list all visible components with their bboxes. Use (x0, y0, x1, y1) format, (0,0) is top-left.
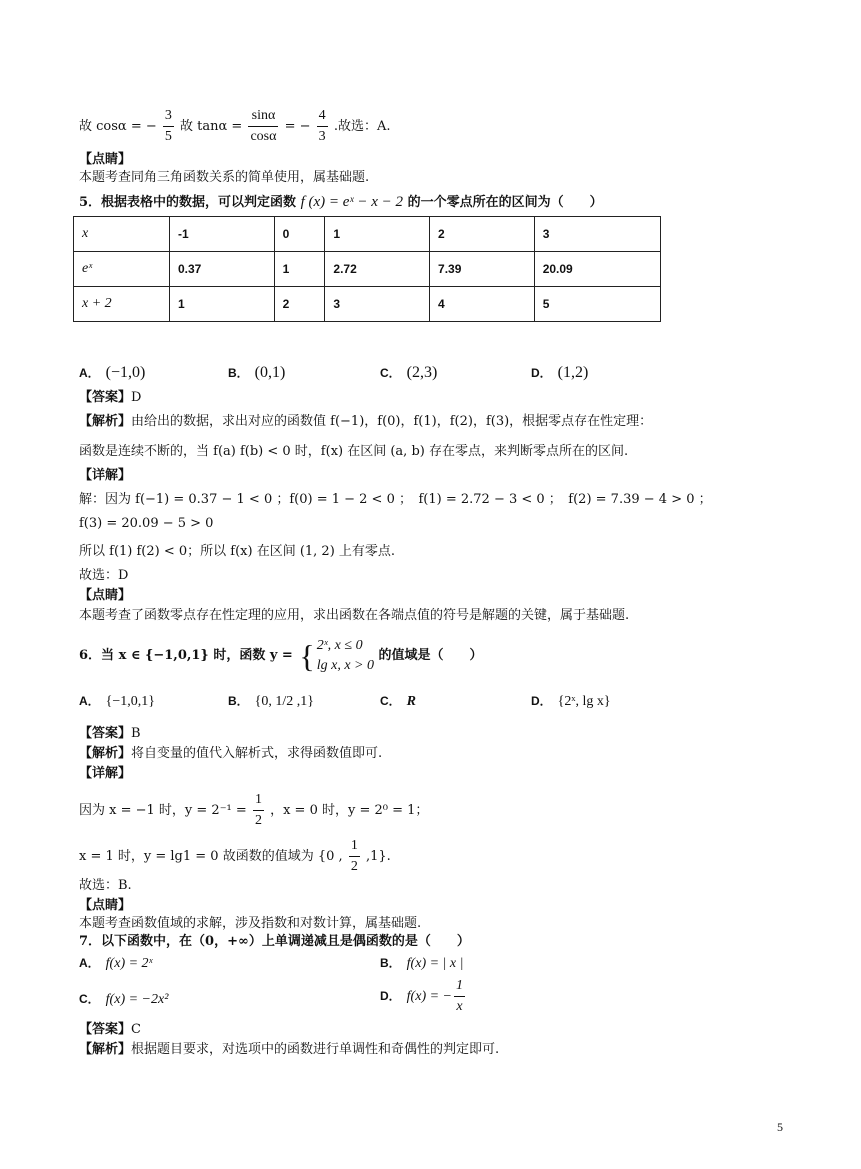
q7-option-c: C． f(x) = −2x² (79, 992, 169, 1007)
q4-comment: 本题考查同角三角函数关系的简单使用，属基础题. (79, 170, 370, 185)
table-row: x + 2 1 2 3 4 5 (74, 287, 661, 322)
q5-question: 5．根据表格中的数据，可以判定函数 f (x) = eˣ − x − 2 的一个零点所在的区间为（ ） (79, 194, 603, 210)
q6-comment: 本题考查函数值域的求解，涉及指数和对数计算，属基础题. (79, 916, 422, 931)
q5-analysis-cont: 函数是连续不断的，当 f(a) f(b) < 0 时，f(x) 在区间 (a, b) 存在零点，来判断零点所在的区间. (79, 444, 629, 459)
q7-answer: 【答案】C (79, 1022, 141, 1037)
q5-detail-line-4: 故选：D (79, 568, 129, 583)
q6-comment-tag: 【点睛】 (79, 898, 132, 913)
fraction: $\frac{\sin\alpha}{\cos\alpha}$ (250, 108, 277, 144)
q6-detail-tag: 【详解】 (79, 766, 132, 781)
q6-analysis: 【解析】将自变量的值代入解析式，求得函数值即可. (79, 746, 383, 761)
q5-detail-line-3: 所以 f(1) f(2) < 0；所以 f(x) 在区间 (1, 2) 上有零点. (79, 544, 396, 559)
q5-detail-line-1: 解：因为 f(−1) = 0.37 − 1 < 0 ；f(0) = 1 − 2 < 0 ； f(1) = 2.72 − 3 < 0 ； f(2) = 7.39 − 4 > 0 ； (79, 492, 712, 507)
q6-detail-line-2: x = 1 时，y = lg1 = 0 故函数的值域为 {0 , $\frac{1}{2}$ ,1}. (79, 838, 391, 874)
q5-comment: 本题考查了函数零点存在性定理的应用，求出函数在各端点值的符号是解题的关键，属于基础题. (79, 608, 630, 623)
q5-answer: 【答案】D (79, 390, 142, 405)
q6-option-b: B． {0, 1/2 ,1} (228, 694, 315, 709)
q6-option-d: D． {2ˣ, lg x} (531, 694, 611, 709)
q6-detail-line-1: 因为 x = −1 时，y = 2⁻¹ = $\frac{1}{2}$ ，x = 0 时，y = 2⁰ = 1； (79, 792, 429, 828)
q5-analysis: 【解析】由给出的数据，求出对应的函数值 f(−1)，f(0)，f(1)，f(2)，f(3)，根据零点存在性定理： (79, 414, 653, 429)
q5-detail-line-2: f(3) = 20.09 − 5 > 0 (79, 516, 214, 531)
q7-option-b: B． f(x) = | x | (380, 956, 464, 971)
q7-option-d: D． f(x) = − $\frac{1}{x}$ (380, 978, 463, 1014)
q6-option-a: A． {−1,0,1} (79, 694, 156, 709)
q7-option-a: A． f(x) = 2ˣ (79, 956, 153, 971)
q5-option-a: A． (−1,0) (79, 364, 146, 381)
q6-detail-line-3: 故选：B. (79, 878, 132, 893)
page-number: 5 (777, 1120, 783, 1134)
q5-option-d: D． (1,2) (531, 364, 589, 381)
q5-comment-tag: 【点睛】 (79, 588, 132, 603)
q6-answer: 【答案】B (79, 726, 141, 741)
fraction: $\frac{3}{5}$ (164, 108, 172, 144)
q5-option-c: C． (2,3) (380, 364, 438, 381)
q4-comment-tag: 【点睛】 (79, 152, 132, 167)
table-row: eˣ 0.37 1 2.72 7.39 20.09 (74, 252, 661, 287)
q5-detail-tag: 【详解】 (79, 468, 132, 483)
q4-conclusion: 故 cosα = − $\frac{3}{5}$ 故 tanα = $\frac{\sin\alpha}{\cos\alpha}$ = − $\frac{4}{3}$ .故选：A. (79, 106, 390, 147)
q5-data-table (73, 216, 661, 322)
q5-option-b: B． (0,1) (228, 364, 286, 381)
q6-option-c: C． R (380, 694, 417, 709)
q6-question: 6．当 x ∈ {−1,0,1} 时，函数 y = { 2ˣ, x ≤ 0 lg x, x > 0 的值域是（ ） (79, 637, 483, 674)
q7-analysis: 【解析】根据题目要求，对选项中的函数进行单调性和奇偶性的判定即可. (79, 1042, 500, 1057)
table-row: x -1 0 1 2 3 (74, 217, 661, 252)
fraction: $\frac{4}{3}$ (318, 108, 326, 144)
q7-question: 7．以下函数中，在（0，+∞）上单调递减且是偶函数的是（ ） (79, 934, 470, 949)
